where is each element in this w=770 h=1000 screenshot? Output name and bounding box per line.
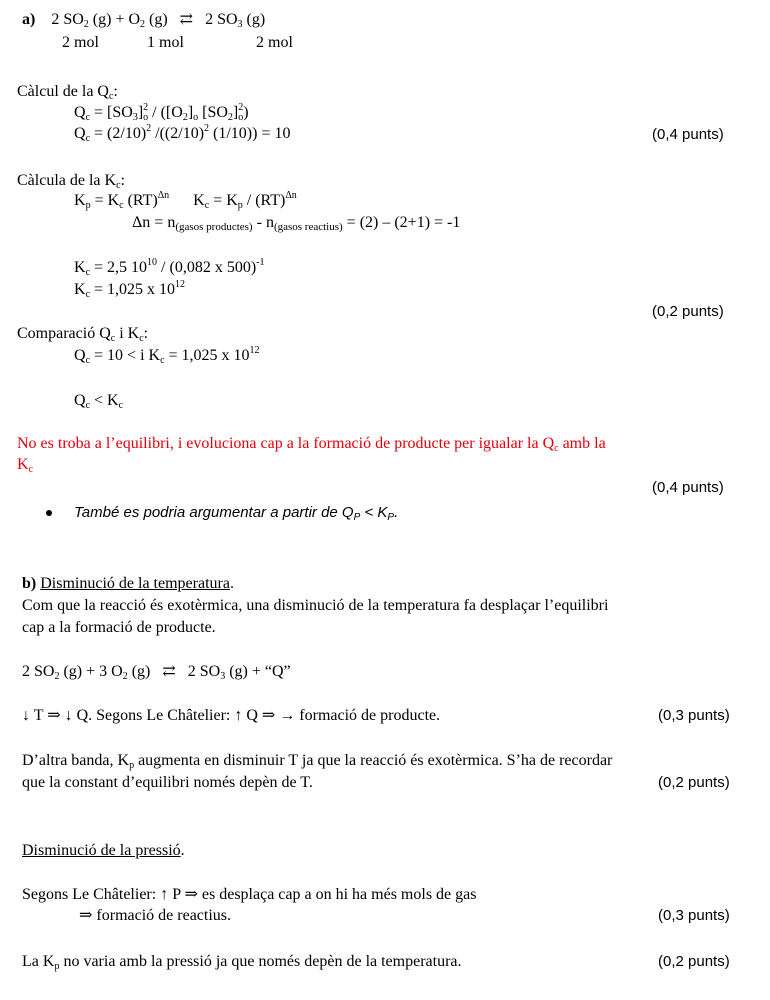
reaction-state: (g) xyxy=(145,11,168,28)
text: 2 SO xyxy=(22,663,55,680)
sub: c xyxy=(85,400,91,411)
text: < K xyxy=(90,392,119,409)
sub: c xyxy=(108,91,114,102)
sub: 2 xyxy=(54,671,60,682)
text: ] xyxy=(137,104,144,121)
conclusion-line-1 xyxy=(17,434,606,454)
sub: o xyxy=(238,112,244,123)
sub: c xyxy=(85,267,91,278)
sup: 2 xyxy=(143,102,149,113)
text: (RT) xyxy=(123,192,158,209)
sub: c xyxy=(139,333,144,344)
text: No es troba a l’equilibri, i evoluciona cap a la formació de producte per igualar la Q xyxy=(17,435,555,452)
sup: 10 xyxy=(147,257,158,268)
sub: 3 xyxy=(132,112,138,123)
kc-calc-1 xyxy=(74,258,265,278)
temperature-title: Disminució de la temperatura xyxy=(40,575,230,592)
sub: c xyxy=(554,443,559,454)
sub: p xyxy=(54,961,60,972)
kc-title xyxy=(17,171,125,191)
sub: P xyxy=(353,512,361,523)
pressure-heading xyxy=(22,841,185,861)
text: /((2/10) xyxy=(151,125,205,142)
text: i K xyxy=(115,325,140,342)
sup: 12 xyxy=(249,345,260,356)
text: ] xyxy=(232,104,239,121)
product-so3: 2 SO xyxy=(205,11,238,28)
text: Q xyxy=(74,125,86,142)
text: 2 SO xyxy=(187,663,221,680)
points-conclusion: (0,4 punts) xyxy=(652,479,724,496)
reactant-so2: 2 SO xyxy=(51,11,84,28)
text: : xyxy=(113,83,118,100)
text: (g) xyxy=(127,663,151,680)
pressure-paragraph-2: ⇒ formació de reactius. xyxy=(79,907,232,924)
text: . xyxy=(394,504,399,521)
pressure-paragraph-1: Segons Le Châtelier: ↑ P ⇒ es desplaça cap a on hi ha més mols de gas xyxy=(22,886,477,903)
text: Càlcul de la Q xyxy=(17,83,109,100)
bullet-icon xyxy=(46,510,52,516)
text: (g) + “Q” xyxy=(225,663,291,680)
sup: -1 xyxy=(256,257,265,268)
points-qc: (0,4 punts) xyxy=(652,126,724,143)
sub: c xyxy=(110,333,116,344)
sup: 2 xyxy=(204,123,210,134)
comparison-title xyxy=(17,324,148,344)
text: amb la xyxy=(558,435,606,452)
kp-paragraph-1 xyxy=(22,751,612,771)
text: (1/10)) = 10 xyxy=(209,125,291,142)
reaction-state: (g) xyxy=(242,11,266,28)
text: K xyxy=(74,192,86,209)
reactant-o2: (g) + O xyxy=(88,11,141,28)
kp-kc-formula xyxy=(74,191,297,211)
text: Comparació Q xyxy=(17,325,111,342)
bullet-text xyxy=(74,503,398,523)
sup: Δn xyxy=(285,190,297,201)
moles-2: 1 mol xyxy=(147,34,184,51)
text: K xyxy=(193,192,205,209)
text: . xyxy=(180,842,185,859)
points-kp-temperature: (0,2 punts) xyxy=(658,774,730,791)
sub: c xyxy=(119,200,124,211)
text: La K xyxy=(22,953,55,970)
text: no varia amb la pressió ja que només depèn de la temperatura. xyxy=(59,953,462,970)
part-a-reaction xyxy=(22,10,265,30)
sup: Δn xyxy=(157,190,170,201)
sub: o xyxy=(143,112,149,123)
kp-paragraph-2: que la constant d’equilibri només depèn de T. xyxy=(22,774,313,791)
sub: c xyxy=(85,355,91,366)
qc-formula xyxy=(74,103,249,123)
text: K xyxy=(74,259,86,276)
moles-3: 2 mol xyxy=(256,34,293,51)
delta-n xyxy=(132,213,460,233)
text: / (RT) xyxy=(242,192,286,209)
qc-title xyxy=(17,82,118,102)
text: = (2/10) xyxy=(90,125,147,142)
temperature-paragraph-1: Com que la reacció és exotèrmica, una disminució de la temperatura fa desplaçar l’equilibri xyxy=(22,597,609,614)
text: = 1,025 x 10 xyxy=(164,347,250,364)
text: ] xyxy=(187,104,194,121)
text: < K xyxy=(360,504,388,521)
points-temperature: (0,3 punts) xyxy=(658,707,730,724)
points-pressure-kp: (0,2 punts) xyxy=(658,953,730,970)
comparison-result xyxy=(74,391,123,411)
sub: 2 xyxy=(182,112,188,123)
part-a-label: a) xyxy=(22,11,36,28)
text: ) xyxy=(243,104,249,121)
text: Càlcula de la K xyxy=(17,172,117,189)
text: . xyxy=(229,575,234,592)
kc-calc-2 xyxy=(74,280,185,300)
text: = K xyxy=(90,192,120,209)
moles-1: 2 mol xyxy=(62,34,99,51)
sub: c xyxy=(118,400,124,411)
sub: 2 xyxy=(83,19,89,30)
qc-calculation xyxy=(74,124,290,144)
text: [SO xyxy=(198,104,228,121)
sub: c xyxy=(85,112,91,123)
sub: o xyxy=(193,112,199,123)
text: = (2) – (2+1) = -1 xyxy=(342,214,461,231)
part-b-label: b) xyxy=(22,575,37,592)
text: També es podria argumentar a partir de Q xyxy=(74,504,354,521)
text: - n xyxy=(252,214,274,231)
sub: p xyxy=(129,760,135,771)
text: Q xyxy=(74,347,86,364)
pressure-kp xyxy=(22,952,462,972)
sub: P xyxy=(387,512,395,523)
sub: 2 xyxy=(140,19,146,30)
sub: (gasos reactius) xyxy=(273,221,343,233)
sub: c xyxy=(85,289,91,300)
sup: 2 xyxy=(146,123,152,134)
text: = 1,025 x 10 xyxy=(90,281,176,298)
text: / ([O xyxy=(148,104,183,121)
text: Q xyxy=(74,392,86,409)
sub: c xyxy=(28,464,34,475)
part-b-reaction xyxy=(22,662,291,682)
sub: c xyxy=(116,180,121,191)
le-chatelier-temperature: ↓ T ⇒ ↓ Q. Segons Le Châtelier: ↑ Q ⇒ → formació de producte. xyxy=(22,707,441,724)
equilibrium-arrow: ⇄ xyxy=(179,11,194,28)
sub: c xyxy=(204,200,210,211)
text: : xyxy=(120,172,125,189)
text: (g) + 3 O xyxy=(59,663,123,680)
text: = 2,5 10 xyxy=(90,259,148,276)
sup: 2 xyxy=(238,102,244,113)
comparison-values xyxy=(74,346,260,366)
equilibrium-arrow: ⇄ xyxy=(162,663,176,680)
temperature-heading xyxy=(22,574,234,594)
text: Q xyxy=(74,104,86,121)
sub: c xyxy=(85,133,91,144)
sub: 3 xyxy=(237,19,243,30)
sub: 3 xyxy=(220,671,226,682)
points-kc: (0,2 punts) xyxy=(652,303,724,320)
pressure-title: Disminució de la pressió xyxy=(22,842,181,859)
text: = K xyxy=(209,192,238,209)
text: = [SO xyxy=(90,104,133,121)
sub: 2 xyxy=(227,112,233,123)
text: / (0,082 x 500) xyxy=(157,259,257,276)
text: K xyxy=(17,456,29,473)
text: K xyxy=(74,281,86,298)
sub: c xyxy=(160,355,165,366)
sup: 12 xyxy=(175,279,186,290)
sub: (gasos productes) xyxy=(175,221,253,233)
sub: p xyxy=(237,200,243,211)
text: Δn = n xyxy=(132,214,176,231)
text: = 10 < i K xyxy=(90,347,161,364)
points-pressure: (0,3 punts) xyxy=(658,907,730,924)
temperature-paragraph-2: cap a la formació de producte. xyxy=(22,619,216,636)
conclusion-line-2 xyxy=(17,455,33,475)
sub: p xyxy=(85,200,91,211)
text: D’altra banda, K xyxy=(22,752,130,769)
text: : xyxy=(143,325,149,342)
text: augmenta en disminuir T ja que la reacció és exotèrmica. S’ha de recordar xyxy=(134,752,613,769)
sub: 2 xyxy=(122,671,128,682)
